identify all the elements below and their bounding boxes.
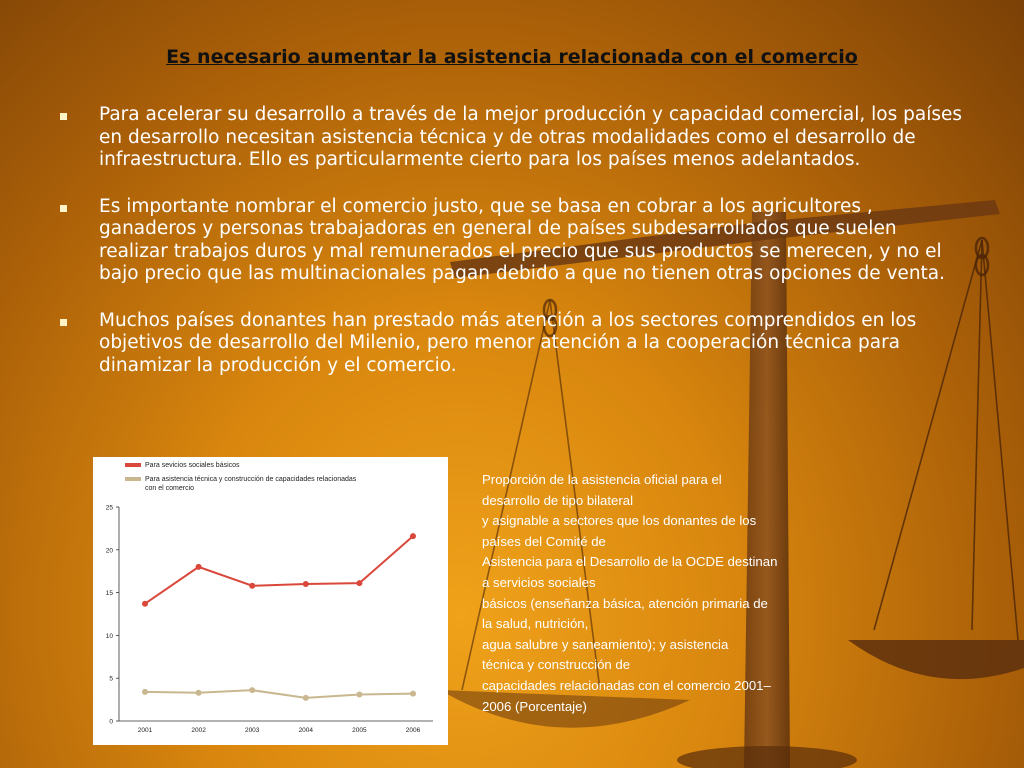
line-chart — [93, 457, 448, 745]
series-line — [145, 690, 413, 698]
bullet-text: Muchos países donantes han prestado más atención a los sectores comprendidos en los objetivos de desarrollo del Milenio, pero menor atención a la cooperación técnica para dinamizar la producción y el comercio. — [99, 309, 917, 376]
data-point — [249, 583, 255, 589]
square-bullet-icon — [60, 319, 67, 326]
slide-title: Es necesario aumentar la asistencia relacionada con el comercio — [166, 46, 858, 68]
caption-line: la salud, nutrición, — [482, 616, 589, 632]
legend-label: Para asistencia técnica y construcción de capacidades relacionadas — [145, 476, 357, 483]
bullet-list — [60, 104, 970, 401]
legend-swatch — [125, 477, 141, 481]
y-tick-label: 25 — [105, 504, 113, 512]
caption-line: y asignable a sectores que los donantes de los — [482, 513, 757, 529]
data-point — [196, 564, 202, 570]
caption-line: Asistencia para el Desarrollo de la OCDE destinan — [482, 554, 778, 570]
bullet-item — [60, 196, 970, 286]
caption-line: 2006 (Porcentaje) — [482, 698, 587, 714]
bullet-item — [60, 104, 970, 172]
bullet-text: Es importante nombrar el comercio justo, que se basa en cobrar a los agricultores , ganaderos y personas trabajadoras en general de países subdesarrollados que suelen realizar trabajos duros y mal remunerados el precio que sus productos se merecen, y no el bajo precio que las multinacionales pagan debido a que no tienen otras opciones de venta. — [99, 195, 946, 284]
caption-line: capacidades relacionadas con el comercio 2001– — [482, 677, 771, 693]
data-point — [410, 691, 416, 697]
caption-line: desarrollo de tipo bilateral — [482, 492, 634, 508]
data-point — [303, 695, 309, 701]
bullet-item — [60, 310, 970, 378]
y-tick-label: 10 — [105, 632, 113, 640]
caption-line: países del Comité de — [482, 533, 606, 549]
y-tick-label: 20 — [105, 547, 113, 555]
square-bullet-icon — [60, 205, 67, 212]
caption-line: a servicios sociales — [482, 574, 596, 590]
data-point — [142, 689, 148, 695]
data-point — [356, 691, 362, 697]
caption-line: técnica y construcción de — [482, 657, 631, 673]
caption-line: agua salubre y saneamiento); y asistencia — [482, 636, 729, 652]
legend-label: Para sevicios sociales básicos — [145, 462, 240, 469]
line-chart-panel — [93, 457, 448, 745]
y-tick-label: 5 — [109, 675, 113, 683]
y-tick-label: 15 — [105, 590, 113, 598]
x-tick-label: 2005 — [352, 727, 367, 734]
data-point — [303, 581, 309, 587]
caption-line: básicos (enseñanza básica, atención primaria de — [482, 595, 768, 611]
data-point — [142, 601, 148, 607]
data-point — [356, 580, 362, 586]
data-point — [249, 687, 255, 693]
data-point — [410, 533, 416, 539]
legend-label: con el comercio — [145, 485, 195, 492]
x-tick-label: 2003 — [244, 727, 260, 734]
series-line — [145, 536, 413, 604]
x-tick-label: 2002 — [191, 727, 206, 734]
x-tick-label: 2006 — [405, 727, 421, 734]
y-tick-label: 0 — [109, 718, 113, 726]
chart-caption — [482, 470, 860, 717]
x-tick-label: 2001 — [137, 727, 153, 734]
x-tick-label: 2004 — [298, 727, 314, 734]
data-point — [196, 690, 202, 696]
bullet-text: Para acelerar su desarrollo a través de la mejor producción y capacidad comercial, los países en desarrollo necesitan asistencia técnica y de otras modalidades como el desarrollo de infraestructura. Ello es particularmente cierto para los países menos adelantados. — [99, 104, 962, 170]
caption-line: Proporción de la asistencia oficial para el — [482, 472, 722, 487]
square-bullet-icon — [60, 113, 67, 120]
legend-swatch — [125, 463, 141, 467]
